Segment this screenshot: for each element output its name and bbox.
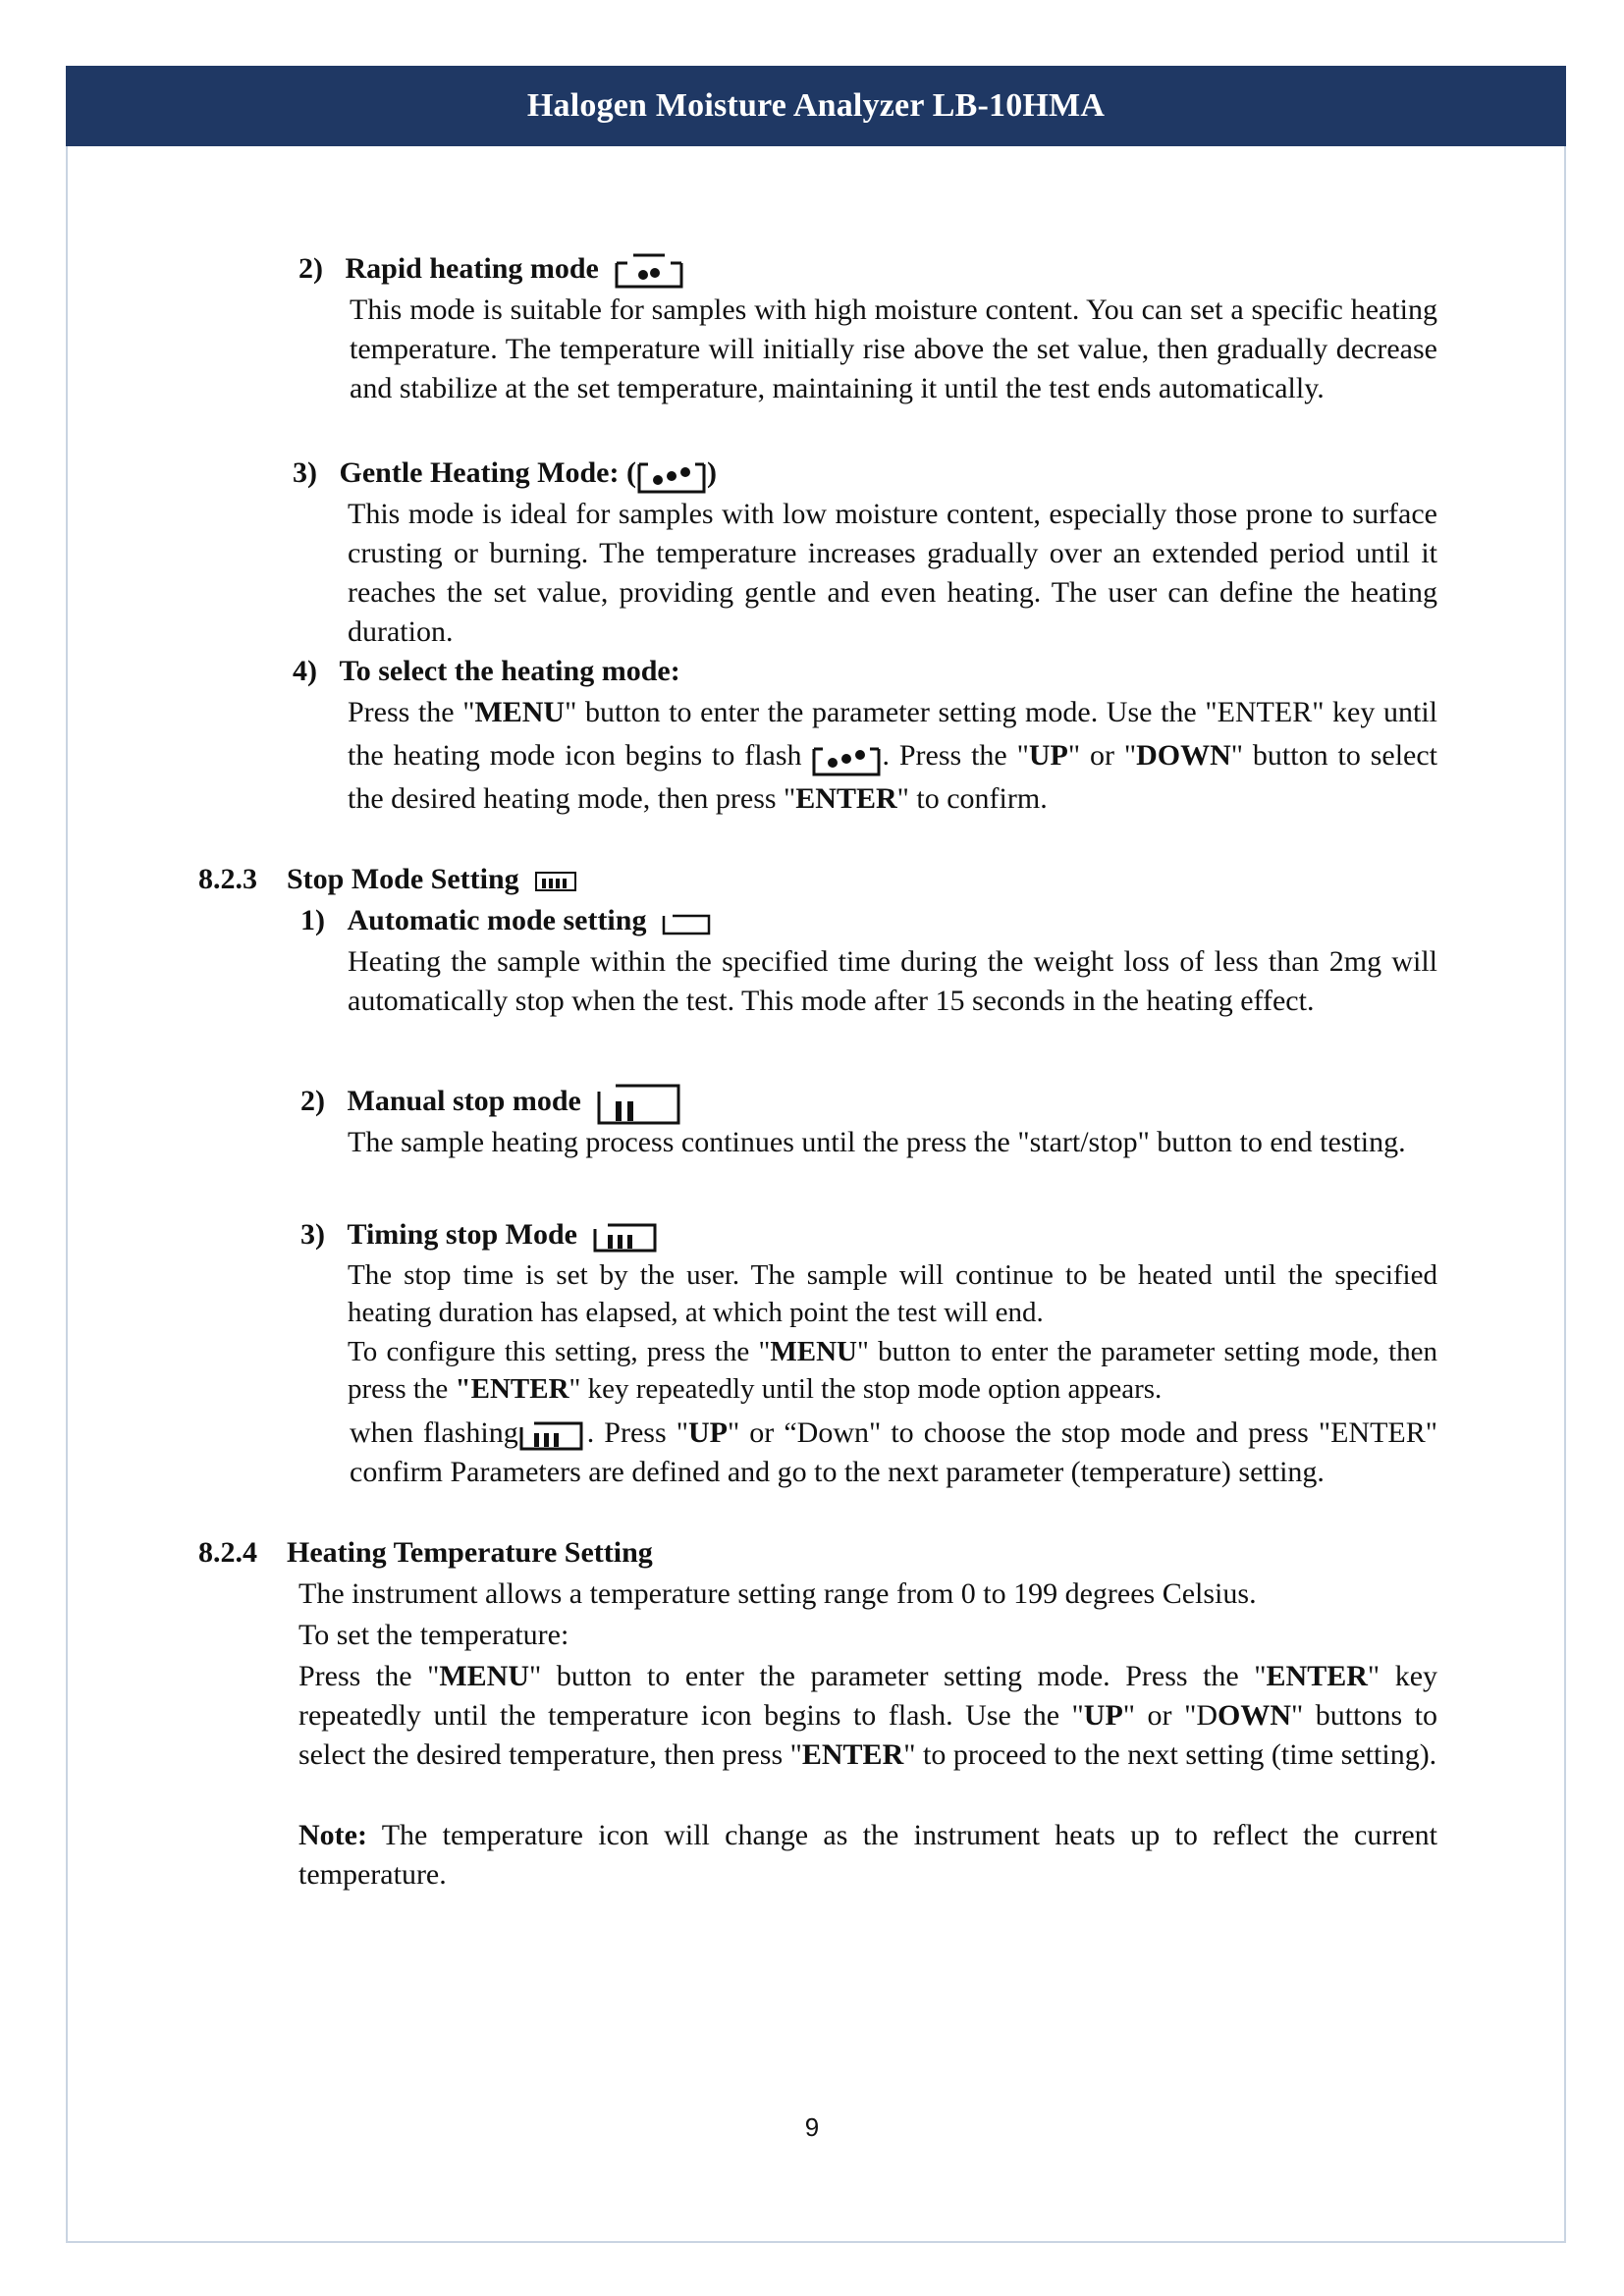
select-up: UP — [1028, 739, 1068, 772]
timing-menu: MENU — [770, 1336, 857, 1367]
section-824-title: Heating Temperature Setting — [287, 1536, 653, 1569]
select-text-2: " button to enter the parameter setting mode. Use the "ENTER" key until the heating mode icon begins to flash — [348, 696, 1437, 772]
flash-heating-icon — [811, 739, 882, 776]
temp-range-text: The instrument allows a temperature setting range from 0 to 199 degrees Celsius. — [298, 1577, 1257, 1610]
temp-text-6: " to proceed to the next setting (time setting). — [903, 1738, 1437, 1771]
temp-text-2: " button to enter the parameter setting mode. Press the " — [528, 1660, 1267, 1692]
manual-title: Manual stop mode — [347, 1084, 581, 1117]
note-label: Note: — [298, 1819, 367, 1851]
timing-text-3 — [350, 1414, 1437, 1492]
temp-text-3: " key repeatedly until the temperature icon begins to flash. Use the " — [298, 1660, 1438, 1732]
timing-text-2 — [348, 1333, 1437, 1408]
timing-text-2c: " key repeatedly until the stop mode option appears. — [568, 1373, 1163, 1405]
stop-mode-icon — [534, 869, 577, 894]
section-824-heading — [198, 1533, 653, 1573]
rapid-heating-icon — [614, 251, 684, 291]
temp-up: UP — [1083, 1699, 1123, 1732]
rapid-title: Rapid heating mode — [345, 252, 599, 285]
timing-text-3c: " or “Down" to choose the stop mode and press "ENTER" confirm Parameters are defined and go to the next parameter (temperature) setting. — [350, 1416, 1437, 1489]
auto-heading — [300, 901, 712, 940]
timing-enter: "ENTER — [455, 1373, 569, 1405]
temp-note — [298, 1816, 1437, 1895]
page-number: 9 — [804, 2112, 820, 2142]
section-823-title: Stop Mode Setting — [287, 863, 519, 895]
timing-text-2b: " button to enter the parameter setting mode, then press the — [348, 1336, 1437, 1405]
auto-title: Automatic mode setting — [347, 904, 647, 936]
timing-text-1: The stop time is set by the user. The sample will continue to be heated until the specified heating duration has elapsed, at which point the test will end. — [348, 1259, 1437, 1328]
timing-text-2a: To configure this setting, press the " — [348, 1336, 771, 1367]
timing-text-3a: when flashing — [350, 1416, 518, 1449]
temp-menu: MENU — [439, 1660, 529, 1692]
temp-text-4: " or "D — [1122, 1699, 1218, 1732]
temp-own: OWN — [1218, 1699, 1291, 1732]
temp-text-5: " buttons to select the desired temperature, then press " — [298, 1699, 1437, 1771]
section-823-heading — [198, 860, 577, 899]
timing-flash-icon — [518, 1417, 587, 1453]
select-heading — [293, 652, 680, 691]
select-text-6: " to confirm. — [896, 782, 1048, 815]
timing-text-3b: . Press " — [586, 1416, 688, 1449]
rapid-text: This mode is suitable for samples with high moisture content. You can set a specific heating temperature. The temperature will initially rise above the set value, then gradually decrease and stabilize at the set temperature, maintaining it until the test ends automatically. — [350, 294, 1437, 404]
gentle-num: 3) — [293, 456, 317, 489]
temp-text-1: Press the " — [298, 1660, 440, 1692]
automatic-stop-icon — [661, 908, 712, 937]
select-text-3: . Press the " — [882, 739, 1029, 772]
temp-enter: ENTER — [1266, 1660, 1368, 1692]
timing-stop-icon — [592, 1219, 661, 1255]
header-title: Halogen Moisture Analyzer LB-10HMA — [526, 87, 1106, 124]
manual-text: The sample heating process continues until the press the "start/stop" button to end testing. — [348, 1126, 1406, 1158]
timing-heading — [300, 1215, 661, 1255]
select-title: To select the heating mode: — [339, 655, 680, 687]
select-text-5: " button to select the desired heating mode, then press " — [348, 739, 1438, 815]
auto-num: 1) — [300, 904, 325, 936]
gentle-text: This mode is ideal for samples with low moisture content, especially those prone to surface crusting or burning. The temperature increases gradually over an extended period until it reaches the set value, providing gentle and even heating. The user can define the heating duration. — [348, 498, 1437, 648]
gentle-heading — [293, 454, 717, 496]
page-header — [66, 66, 1566, 146]
temp-enter-2: ENTER — [801, 1738, 904, 1771]
select-menu: MENU — [474, 696, 566, 728]
auto-text: Heating the sample within the specified time during the weight loss of less than 2mg will automatically stop when the test. This mode after 15 seconds in the heating effect. — [348, 945, 1437, 1017]
select-down: DOWN — [1136, 739, 1231, 772]
note-text: The temperature icon will change as the instrument heats up to reflect the current temperature. — [298, 1819, 1437, 1891]
select-text-1: Press the " — [348, 696, 475, 728]
timing-up: UP — [687, 1416, 728, 1449]
select-enter: ENTER — [795, 782, 897, 815]
rapid-heading — [298, 249, 684, 291]
gentle-heating-icon — [636, 454, 707, 496]
manual-stop-icon — [596, 1080, 686, 1127]
timing-num: 3) — [300, 1218, 325, 1251]
section-824-num: 8.2.4 — [198, 1536, 257, 1569]
manual-heading — [300, 1080, 686, 1127]
select-num: 4) — [293, 655, 317, 687]
select-text-4: " or " — [1067, 739, 1137, 772]
gentle-title: Gentle Heating Mode: ( — [339, 456, 636, 489]
gentle-title-close: ) — [706, 456, 717, 489]
to-set-temp-text: To set the temperature: — [298, 1619, 569, 1651]
manual-num: 2) — [300, 1084, 325, 1117]
timing-title: Timing stop Mode — [347, 1218, 577, 1251]
temp-instructions — [298, 1657, 1437, 1775]
select-text — [348, 691, 1437, 821]
section-823-num: 8.2.3 — [198, 863, 257, 895]
rapid-num: 2) — [298, 252, 323, 285]
